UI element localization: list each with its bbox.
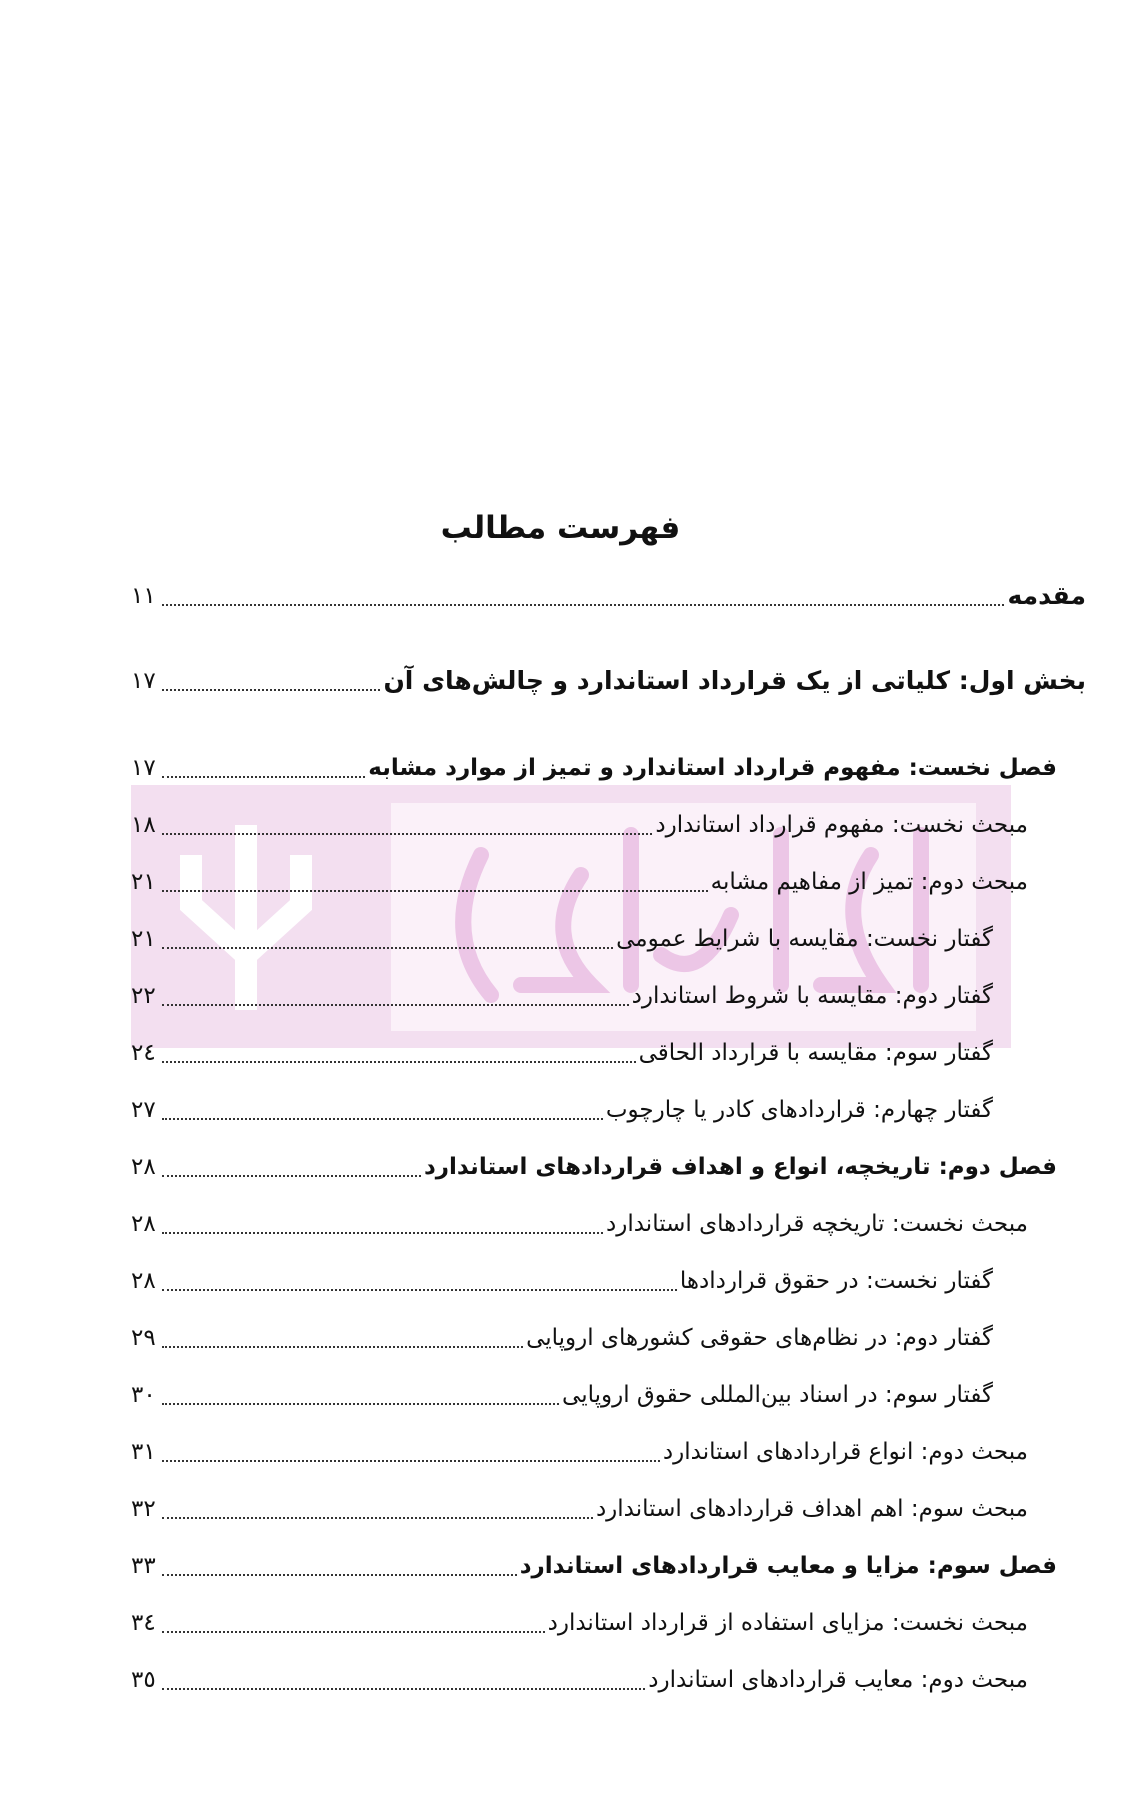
page-title: فهرست مطالب (440, 510, 681, 546)
dot-leader (162, 1232, 603, 1234)
dot-leader (162, 947, 613, 949)
toc-entry[interactable] (131, 1081, 1086, 1138)
table-of-contents (131, 567, 1086, 1708)
dot-leader (162, 776, 365, 778)
toc-entry-title: مبحث نخست: مزایای استفاده از قرارداد استاندارد (547, 1609, 1028, 1636)
toc-entry-title: گفتار سوم: در اسناد بین‌المللی حقوق اروپایی (562, 1381, 993, 1408)
dot-leader (162, 1289, 677, 1291)
toc-entry-title: بخش اول: کلیاتی از یک قرارداد استاندارد و چالش‌های آن (383, 666, 1086, 695)
toc-entry-title: مبحث دوم: معایب قراردادهای استاندارد (648, 1666, 1028, 1693)
toc-entry-page-number: ١٧ (131, 754, 156, 781)
toc-entry-title: مبحث نخست: مفهوم قرارداد استاندارد (655, 811, 1028, 838)
toc-entry-title: مبحث نخست: تاریخچه قراردادهای استاندارد (606, 1210, 1028, 1237)
toc-entry-page-number: ٢١ (131, 868, 156, 895)
toc-entry-page-number: ١٨ (131, 811, 156, 838)
dot-leader (162, 604, 1004, 606)
toc-entry[interactable] (131, 652, 1086, 709)
toc-entry-page-number: ٢٩ (131, 1324, 156, 1351)
toc-entry-page-number: ٣٢ (131, 1495, 156, 1522)
toc-entry[interactable] (131, 1138, 1086, 1195)
toc-entry[interactable] (131, 567, 1086, 624)
toc-entry[interactable] (131, 739, 1086, 796)
dot-leader (162, 833, 652, 835)
dot-leader (162, 890, 708, 892)
toc-entry[interactable] (131, 1537, 1086, 1594)
dot-leader (162, 1004, 629, 1006)
toc-entry-title: گفتار نخست: مقایسه با شرایط عمومی (616, 925, 993, 952)
toc-entry[interactable] (131, 967, 1086, 1024)
toc-entry-title: گفتار دوم: مقایسه با شروط استاندارد (631, 982, 993, 1009)
toc-entry-title: مبحث دوم: تمیز از مفاهیم مشابه (710, 868, 1028, 895)
toc-entry-page-number: ٣٠ (131, 1381, 156, 1408)
toc-entry-page-number: ٢٨ (131, 1153, 156, 1180)
toc-entry-title: گفتار چهارم: قراردادهای کادر یا چارچوب (605, 1096, 993, 1123)
toc-entry[interactable] (131, 1252, 1086, 1309)
toc-entry-title: مبحث دوم: انواع قراردادهای استاندارد (662, 1438, 1028, 1465)
toc-entry-page-number: ٢٧ (131, 1096, 156, 1123)
toc-entry[interactable] (131, 1024, 1086, 1081)
dot-leader (162, 1346, 523, 1348)
toc-entry-title: فصل سوم: مزایا و معایب قراردادهای استاندارد (519, 1552, 1057, 1579)
toc-entry-page-number: ٢٨ (131, 1210, 156, 1237)
toc-entry[interactable] (131, 1594, 1086, 1651)
toc-entry-page-number: ٢٤ (131, 1039, 156, 1066)
dot-leader (162, 1175, 421, 1177)
dot-leader (162, 1517, 593, 1519)
toc-entry[interactable] (131, 1480, 1086, 1537)
dot-leader (162, 1631, 545, 1633)
toc-entry-page-number: ٢٨ (131, 1267, 156, 1294)
toc-entry[interactable] (131, 1423, 1086, 1480)
toc-entry-title: مبحث سوم: اهم اهداف قراردادهای استاندارد (595, 1495, 1028, 1522)
dot-leader (162, 1403, 559, 1405)
toc-entry-page-number: ٢٢ (131, 982, 156, 1009)
toc-entry[interactable] (131, 910, 1086, 967)
toc-entry-page-number: ٣٣ (131, 1552, 156, 1579)
dot-leader (162, 1688, 645, 1690)
toc-entry[interactable] (131, 1366, 1086, 1423)
dot-leader (162, 689, 380, 691)
toc-entry-title: گفتار نخست: در حقوق قراردادها (679, 1267, 993, 1294)
toc-entry-title: فصل دوم: تاریخچه، انواع و اهداف قراردادهای استاندارد (423, 1153, 1057, 1180)
toc-entry[interactable] (131, 796, 1086, 853)
toc-entry-page-number: ٣٤ (131, 1609, 156, 1636)
toc-entry[interactable] (131, 1651, 1086, 1708)
toc-entry-title: فصل نخست: مفهوم قرارداد استاندارد و تمیز از موارد مشابه (368, 754, 1057, 781)
dot-leader (162, 1460, 660, 1462)
toc-entry[interactable] (131, 1309, 1086, 1366)
dot-leader (162, 1061, 636, 1063)
toc-entry[interactable] (131, 1195, 1086, 1252)
toc-entry-page-number: ٣١ (131, 1438, 156, 1465)
toc-entry-title: گفتار سوم: مقایسه با قرارداد الحاقی (638, 1039, 993, 1066)
toc-entry-page-number: ١٧ (131, 667, 156, 694)
toc-entry-title: مقدمه (1007, 581, 1086, 610)
dot-leader (162, 1118, 603, 1120)
dot-leader (162, 1574, 517, 1576)
toc-entry-page-number: ٢١ (131, 925, 156, 952)
toc-entry[interactable] (131, 853, 1086, 910)
toc-entry-page-number: ١١ (131, 582, 156, 609)
toc-entry-page-number: ٣٥ (131, 1666, 156, 1693)
toc-entry-title: گفتار دوم: در نظام‌های حقوقی کشورهای اروپایی (526, 1324, 993, 1351)
